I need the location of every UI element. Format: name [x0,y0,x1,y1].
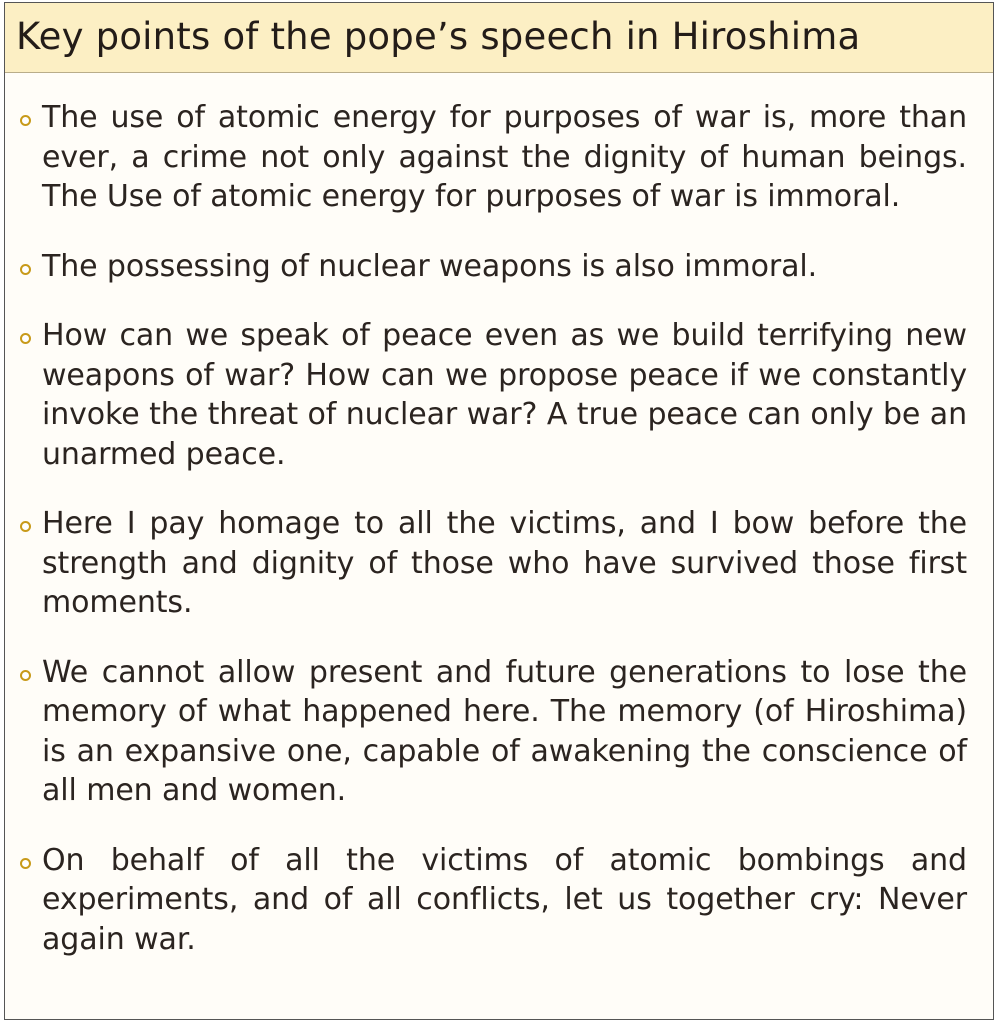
circle-bullet-icon [20,670,31,681]
circle-bullet-icon [20,521,31,532]
circle-bullet-icon [20,858,31,869]
title-bar [5,3,993,73]
circle-bullet-icon [20,264,31,275]
circle-bullet-icon [20,333,31,344]
point-text: We cannot allow present and future generations to lose the memory of what happened here. The memory (of Hiroshima) is an expansive one, capable of awakening the conscience of all men and women. [42,654,967,808]
key-points-list [5,73,993,959]
list-item [5,316,993,474]
point-text: The use of atomic energy for purposes of war is, more than ever, a crime not only against the dignity of human beings. The Use of atomic energy for purposes of war is immoral. [42,100,967,214]
panel-title: Key points of the pope’s speech in Hiroshima [16,15,861,58]
point-text: How can we speak of peace even as we build terrifying new weapons of war? How can we propose peace if we constantly invoke the threat of nuclear war? A true peace can only be an unarmed peace. [42,318,967,472]
list-item [5,247,993,287]
point-text: The possessing of nuclear weapons is also immoral. [42,248,818,284]
list-item [5,653,993,811]
list-item [5,841,993,960]
point-text: On behalf of all the victims of atomic bombings and experiments, and of all conflicts, let us together cry: Never again war. [42,842,967,957]
key-points-panel [4,2,994,1020]
list-item [5,504,993,623]
circle-bullet-icon [20,115,31,126]
list-item [5,98,993,217]
point-text: Here I pay homage to all the victims, and I bow before the strength and dignity of those who have survived those first moments. [42,506,967,620]
